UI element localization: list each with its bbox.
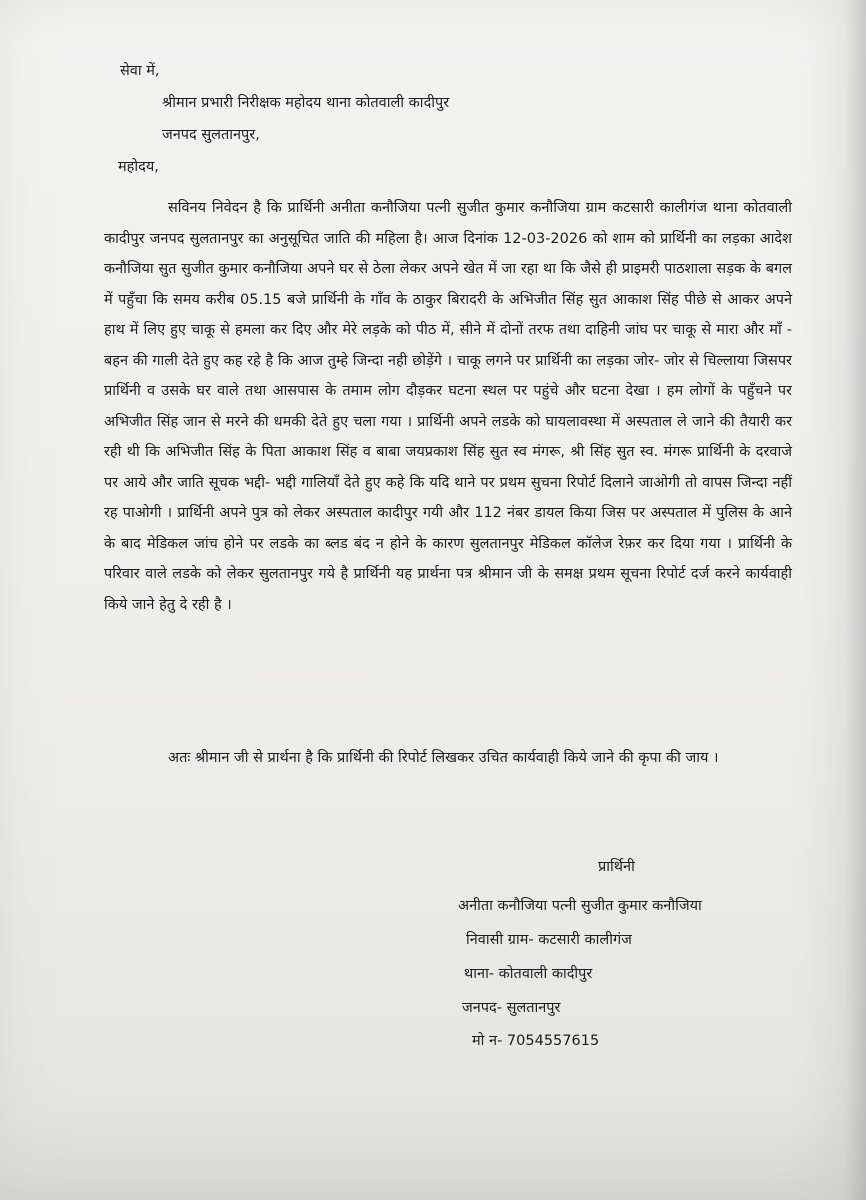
signature-label: प्रार्थिनी <box>598 859 635 875</box>
letter-request-paragraph <box>104 743 792 774</box>
page-edge-shadow <box>844 0 866 1200</box>
signature-name: अनीता कनौजिया पत्नी सुजीत कुमार कनौजिया <box>458 898 702 914</box>
recipient-line-1: श्रीमान प्रभारी निरीक्षक महोदय थाना कोतवाली कादीपुर <box>162 95 450 111</box>
signature-residence: निवासी ग्राम- कटसारी कालीगंज <box>466 932 632 948</box>
greeting: महोदय, <box>118 159 159 175</box>
signature-mobile: मो न- 7054557615 <box>472 1033 600 1049</box>
salutation: सेवा में, <box>120 63 160 79</box>
recipient-line-2: जनपद सुलतानपुर, <box>162 127 260 143</box>
signature-district: जनपद- सुलतानपुर <box>462 1000 561 1016</box>
signature-police-station: थाना- कोतवाली कादीपुर <box>464 966 593 982</box>
main-paragraph-text: सविनय निवेदन है कि प्रार्थिनी अनीता कनौजिया पत्नी सुजीत कुमार कनौजिया ग्राम कटसारी कालीगंज थाना कोतवाली कादीपुर जनपद सुलतानपुर का अनुसूचित जाति की महिला है। आज दिनांक 12-03-2026 को शाम को प्रार्थिनी का लड़का आदेश कनौजिया सुत सुजीत कुमार कनौजिया अपने घर से ठेला लेकर अपने खेत में जा रहा था कि जैसे ही प्राइमरी पाठशाला सड़क के बगल में पहुँचा कि समय करीब 05.15 बजे प्रार्थिनी के गाँव के ठाकुर बिरादरी के अभिजीत सिंह सुत आकाश सिंह पीछे से आकर अपने हाथ में लिए हुए चाकू से हमला कर दिए और मेरे लड़के को पीठ में, सीने में दोनों तरफ तथा दाहिनी जांघ पर चाकू से मारा और माँ - बहन की गाली देते हुए कह रहे है कि आज तुम्हे जिन्दा नही छोड़ेंगे । चाकू लगने पर प्रार्थिनी का लड़का जोर- जोर से चिल्लाया जिसपर प्रार्थिनी व उसके घर वाले तथा आसपास के तमाम लोग दौड़कर घटना स्थल पर पहुंचे और घटना देखा । हम लोगों के पहुँचने पर अभिजीत सिंह जान से मरने की धमकी देते हुए चला गया । प्रार्थिनी अपने लडके को घायलावस्था में अस्पताल ले जाने की तैयारी कर रही थी कि अभिजीत सिंह के पिता आकाश सिंह व बाबा जयप्रकाश सिंह सुत स्व मंगरू, श्री सिंह सुत स्व. मंगरू प्रार्थिनी के दरवाजे पर आये और जाति सूचक भद्दी- भद्दी गालियाँ देते हुए कहे कि यदि थाने पर प्रथम सुचना रिपोर्ट दिलाने जाओगी तो वापस जिन्दा नहीं रह पाओगी । प्रार्थिनी अपने पुत्र को लेकर अस्पताल कादीपुर गयी और 112 नंबर डायल किया जिस पर अस्पताल में पुलिस के आने के बाद मेडिकल जांच होने पर लडके का ब्लड बंद न होने के कारण सुलतानपुर मेडिकल कॉलेज रेफ़र कर दिया गया । प्रार्थिनी के परिवार वाले लडके को लेकर सुलतानपुर गये है प्रार्थिनी यह प्रार्थना पत्र श्रीमान जी के समक्ष प्रथम सूचना रिपोर्ट दर्ज करने कार्यवाही किये जाने हेतु दे रही है । <box>104 200 792 613</box>
request-paragraph-text: अतः श्रीमान जी से प्रार्थना है कि प्रार्थिनी की रिपोर्ट लिखकर उचित कार्यवाही किये जाने की कृपा की जाय । <box>168 750 719 766</box>
letter-main-paragraph <box>104 193 792 620</box>
